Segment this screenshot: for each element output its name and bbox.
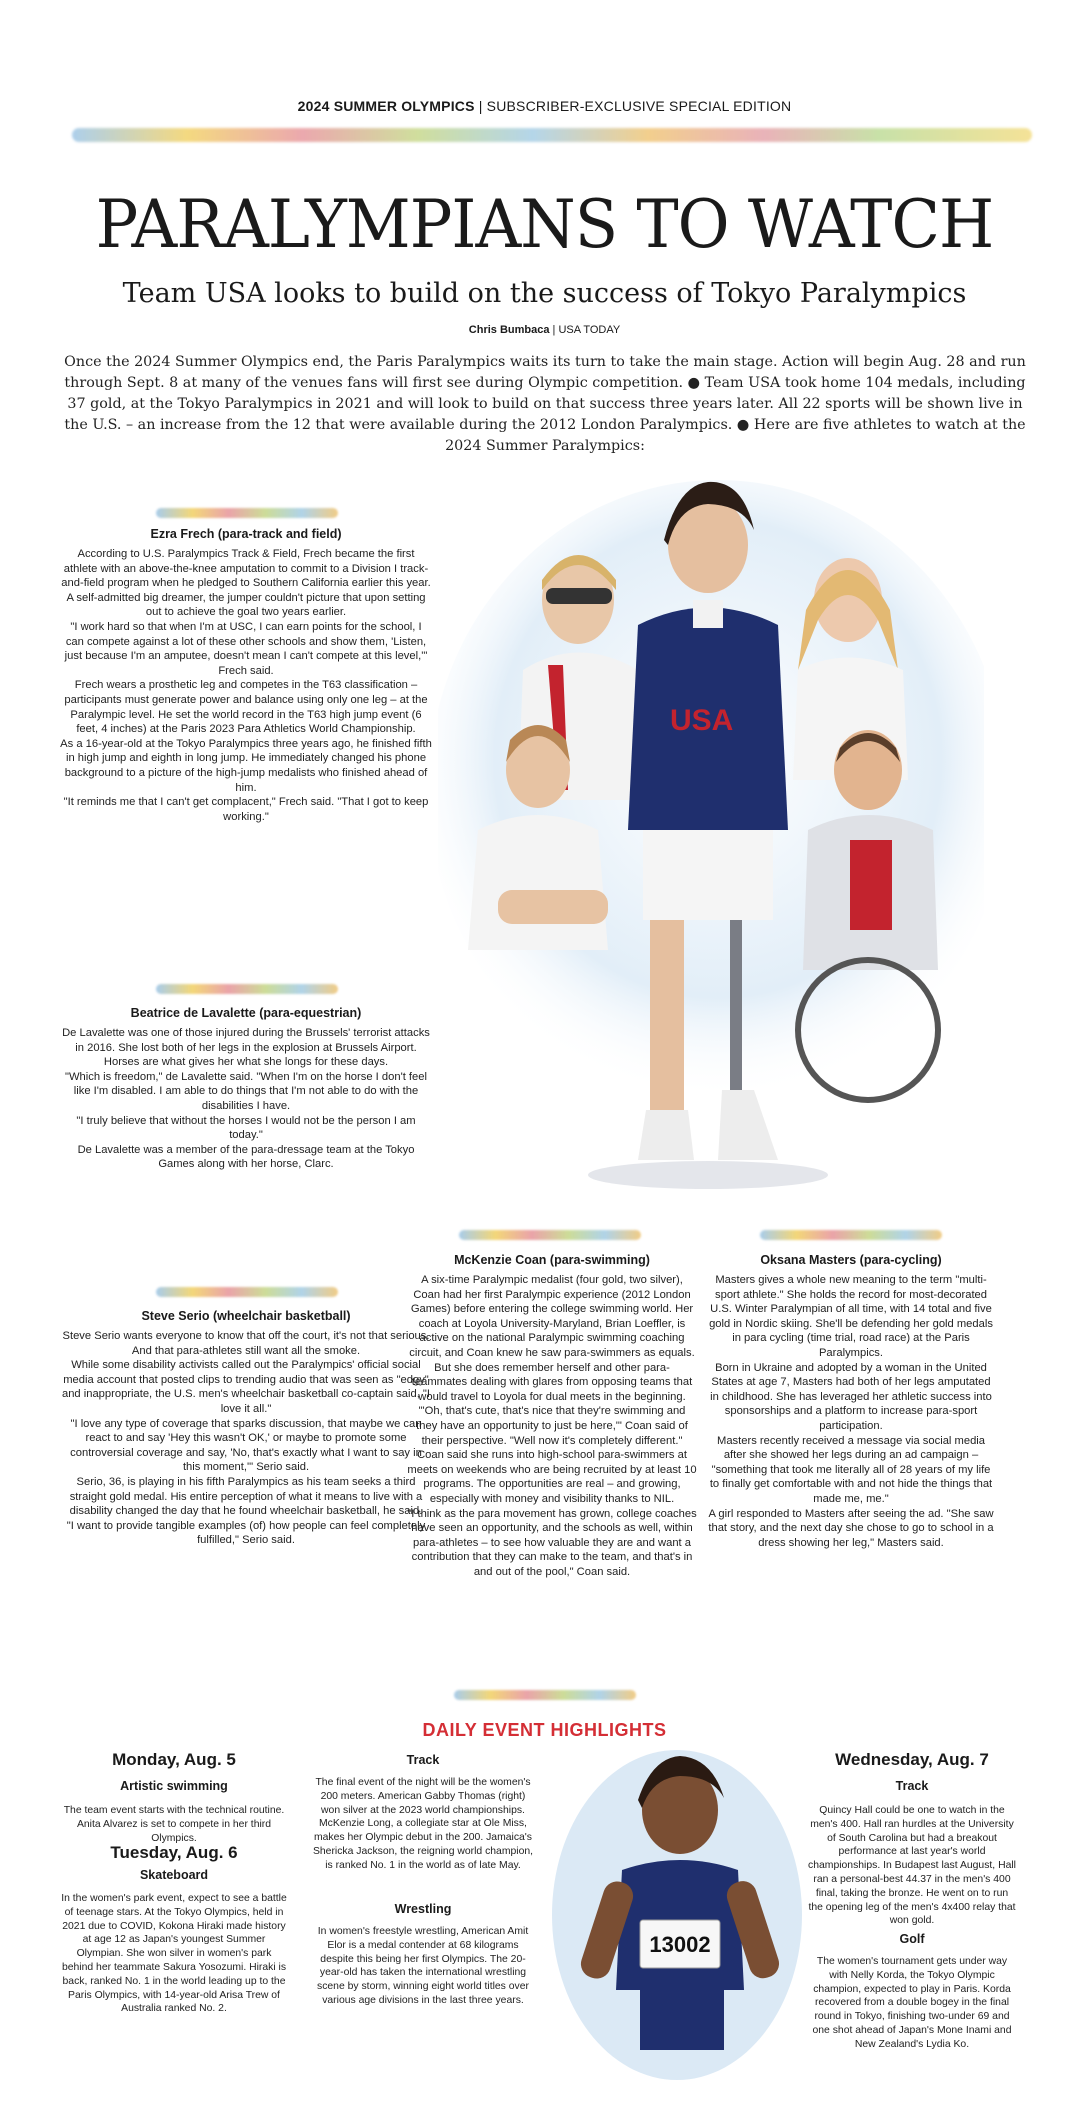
athlete-body-coan: A six-time Paralympic medalist (four gold, two silver), Coan had her first Paralympic experience (2012 London Games) before entering the college swimming world. Her coach at Loyola University-Maryland, Brian Loeffler, is active on the national Paralympic swimming coaching circuit, and Coan knew he saw para-swimmers as equals. But she does remember herself and other para-teammates dealing with glares from opposing teams that would travel to Loyola for dual meets in the beginning. "'Oh, that's cute, that's nice that they're swimming and they have an opportunity to just be here,'" Coan said of their perspective. "Well now it's completely different." Coan said she runs into high-school para-swimmers at meets on weekends who are being recruited by at least 10 programs. The opportunities are real – and growing, especially with money and visibility thanks to NIL. "I think as the para movement has grown, college coaches have seen an opportunity, and the schools as well, within para-athletes – to see how valuable they are and want a contribution that they can make to the team, and that's in and out of the pool," Coan said. <box>407 1274 697 1578</box>
highlight-text-track-wednesday: Quincy Hall could be one to watch in the men's 400. Hall ran hurdles at the University of South Carolina but had a breakout performance at last year's world championships. In Budapest last August, Hall ran a personal-best 44.37 in the men's 400 final, taking the bronze. He went on to run the opening leg of the men's 4x400 relay that won gold. <box>808 1805 1016 1927</box>
sport-heading-wrestling: Wrestling <box>394 1902 452 1916</box>
decorative-brush-stroke <box>72 128 1032 142</box>
athlete-heading-masters: Oksana Masters (para-cycling) <box>760 1253 942 1267</box>
day-heading-wednesday: Wednesday, Aug. 7 <box>835 1750 989 1769</box>
highlight-text-golf: The women's tournament gets under way with Nelly Korda, the Tokyo Olympic champion, expected to play in Paris. Korda recovered from a double bogey in the final round in Tokyo, finishing two-under 69 and one shot ahead of Japan's Mone Inami and New Zealand's Lydia Ko. <box>812 1956 1012 2050</box>
sport-heading-skateboard: Skateboard <box>139 1868 209 1882</box>
highlights-title: DAILY EVENT HIGHLIGHTS <box>422 1720 667 1740</box>
runner-photo <box>552 1740 802 2080</box>
runner-bib-number: 13002 <box>649 1932 711 1957</box>
athlete-heading-frech: Ezra Frech (para-track and field) <box>150 527 342 541</box>
byline: Chris Bumbaca | USA TODAY <box>468 324 621 336</box>
page-headline: PARALYMPIANS TO WATCH <box>95 186 994 263</box>
decorative-brush-stroke <box>156 1287 338 1297</box>
decorative-brush-stroke <box>760 1230 942 1240</box>
page-subheadline: Team USA looks to build on the success of Tokyo Paralympics <box>122 278 967 309</box>
paralympians-group-photo <box>438 470 984 1210</box>
intro-paragraph: Once the 2024 Summer Olympics end, the Paris Paralympics waits its turn to take the main stage. Action will begin Aug. 28 and run through Sept. 8 at many of the venues fans will first see during Olympic competition. ● Team USA took home 104 medals, including 37 gold, at the Tokyo Paralympics in 2021 and will look to build on that success three years later. All 22 sports will be shown live in the U.S. – an increase from the 12 that were available during the 2012 London Paralympics. ● Here are five athletes to watch at the 2024 Summer Paralympics: <box>64 354 1026 454</box>
athlete-body-masters: Masters gives a whole new meaning to the term "multi-sport athlete." She holds the record for most-decorated U.S. Winter Paralympian of all time, with 14 total and five gold in Nordic skiing. She'll be defending her gold medals in para cycling (time trial, road race) at the Paris Paralympics. Born in Ukraine and adopted by a woman in the United States at age 7, Masters had both of her legs amputated in childhood. She has leveraged her athletic success into sponsorships and a platform to increase para-sport participation. Masters recently received a message via social media after she showed her legs during an ad campaign – "something that took me literally all of 28 years of my life to finally get comfortable with and not hide the things that made me, me." A girl responded to Masters after seeing the ad. "She saw that story, and the next day she chose to go to school in a dress showing her leg," Masters said. <box>708 1274 994 1549</box>
section-kicker: 2024 SUMMER OLYMPICS | SUBSCRIBER-EXCLUSIVE SPECIAL EDITION <box>297 98 792 114</box>
athlete-body-frech: According to U.S. Paralympics Track & Field, Frech became the first athlete with an above-the-knee amputation to commit to a Division I track-and-field program when he pledged to Southern California earlier this year. A self-admitted big dreamer, the jumper couldn't picture that upon setting out to achieve the goal two years earlier. "I work hard so that when I'm at USC, I can earn points for the school, I can compete against a lot of these other schools and show them, 'Listen, just because I'm an amputee, doesn't mean I can't compete at this level,'" Frech said. Frech wears a prosthetic leg and competes in the T63 classification – participants must generate power and balance using only one leg – at the Paralympic level. He set the world record in the T63 high jump event (6 feet, 4 inches) at the Paris 2023 Para Athletics World Championship. As a 16-year-old at the Tokyo Paralympics three years ago, he finished fifth in high jump and eighth in long jump. He immediately changed his phone background to a picture of the high-jump medalists who finished ahead of him. "It reminds me that I can't get complacent," Frech said. "That I got to keep working." <box>60 548 432 823</box>
day-heading-tuesday: Tuesday, Aug. 6 <box>110 1843 238 1862</box>
highlight-text-track-monday: The final event of the night will be the women's 200 meters. American Gabby Thomas (right) won silver at the 2023 world championships. McKenzie Long, a collegiate star at Ole Miss, makes her Olympic debut in the 200. Jamaica's Shericka Jackson, the reigning world champion, is ranked No. 1 in the world as of late May. <box>312 1777 534 1871</box>
decorative-brush-stroke <box>454 1690 636 1700</box>
athlete-heading-lavalette: Beatrice de Lavalette (para-equestrian) <box>130 1006 362 1020</box>
svg-text:USA: USA <box>670 704 734 737</box>
sport-heading-track-monday: Track <box>406 1753 440 1767</box>
sport-heading-artistic-swimming: Artistic swimming <box>120 1779 228 1793</box>
sport-heading-golf: Golf <box>899 1932 925 1946</box>
athlete-body-lavalette: De Lavalette was one of those injured during the Brussels' terrorist attacks in 2016. She lost both of her legs in the explosion at Brussels Airport. Horses are what gives her what she longs for these days. "Which is freedom," de Lavalette said. "When I'm on the horse I don't feel like I'm disabled. I am able to do things that I'm not able to do with the disabilities I have. "I truly believe that without the horses I would not be the person I am today." De Lavalette was a member of the para-dressage team at the Tokyo Games along with her horse, Clarc. <box>62 1027 430 1171</box>
decorative-brush-stroke <box>459 1230 641 1240</box>
highlight-text-skateboard: In the women's park event, expect to see a battle of teenage stars. At the Tokyo Olympics, held in 2021 due to COVID, Kokona Hiraki made history at age 12 as Japan's youngest Summer Olympian. She won silver in women's park behind her teammate Sakura Yosozumi. Hiraki is back, ranked No. 1 in the world leading up to the Paris Olympics, with 14-year-old Arisa Trew of Australia ranked No. 2. <box>61 1893 287 2015</box>
decorative-brush-stroke <box>156 508 338 518</box>
athlete-heading-serio: Steve Serio (wheelchair basketball) <box>141 1309 351 1323</box>
day-heading-monday: Monday, Aug. 5 <box>112 1750 236 1769</box>
decorative-brush-stroke <box>156 984 338 994</box>
sport-heading-track-wednesday: Track <box>895 1779 929 1793</box>
highlight-text-wrestling: In women's freestyle wrestling, American Amit Elor is a medal contender at 68 kilograms despite this being her first Olympics. The 20-year-old has taken the international wrestling scene by storm, winning eight world titles over various age divisions in the last three years. <box>317 1926 529 2006</box>
athlete-heading-coan: McKenzie Coan (para-swimming) <box>454 1253 650 1267</box>
highlight-text-artistic-swimming: The team event starts with the technical routine. Anita Alvarez is set to compete in her third Olympics. <box>63 1805 285 1844</box>
athlete-body-serio: Steve Serio wants everyone to know that off the court, it's not that serious. And that para-athletes still want all the smoke. While some disability activists called out the Paralympics' official social media account that posted clips to trending audio that was seen as "edgy" and inappropriate, the U.S. men's wheelchair basketball co-captain said, "I love it all." "I love any type of coverage that sparks discussion, that maybe we can react to and say 'Hey this wasn't OK,' or maybe to promote some controversial coverage and say, 'No, that's exactly what I want to say in this moment,'" Serio said. Serio, 36, is playing in his fifth Paralympics as his team seeks a third straight gold medal. His entire perception of what it means to live with a disability changed the day that he found wheelchair basketball, he said. "I want to provide tangible examples (of) how people can feel completely fulfilled," Serio said. <box>61 1330 431 1547</box>
